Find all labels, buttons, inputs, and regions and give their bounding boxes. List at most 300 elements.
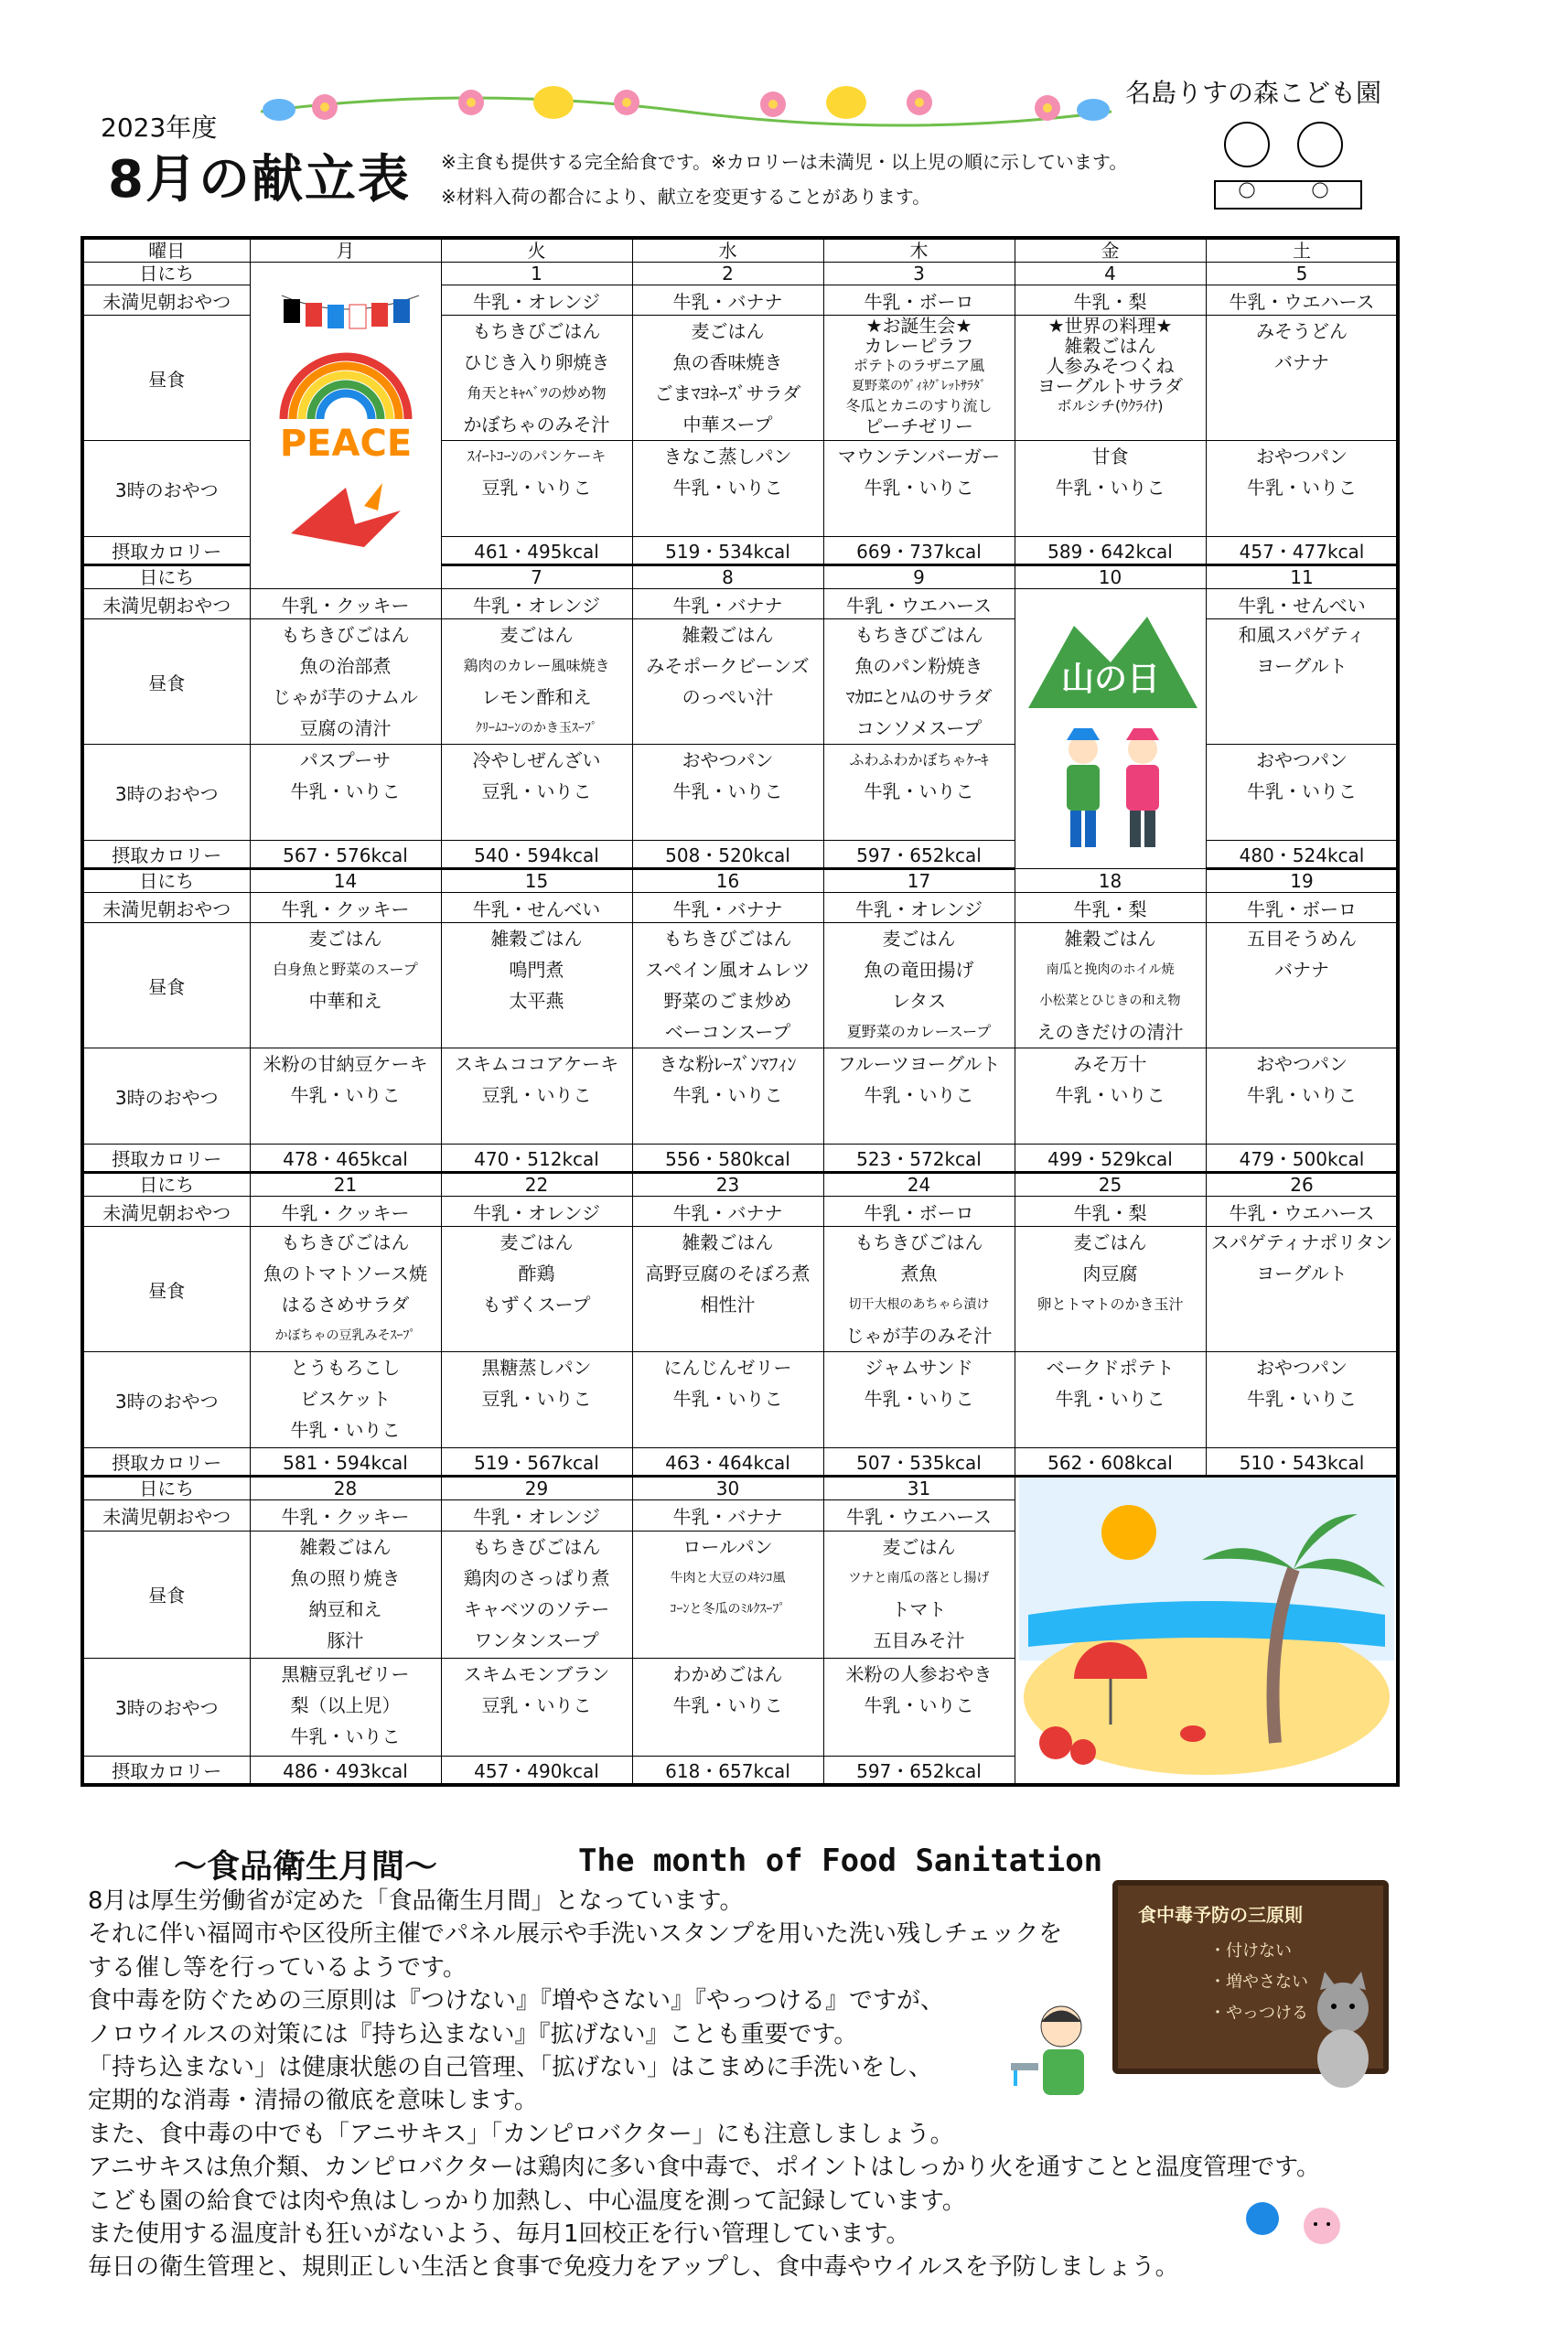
flower-garland-illustration — [261, 75, 1112, 139]
pm-snack-item: ビスケット — [300, 1388, 391, 1410]
pm-snack-item: 牛乳・いりこ — [1247, 477, 1357, 499]
lunch-cell — [250, 1531, 441, 1658]
date-label: 日にち — [82, 1477, 250, 1500]
lunch-item: 中華和え — [308, 990, 382, 1012]
lunch-item: 豚汁 — [327, 1628, 364, 1651]
lunch-item: キャベツのソテー — [463, 1597, 610, 1620]
lunch-cell — [823, 316, 1015, 441]
pm-snack-cell — [250, 1658, 441, 1756]
lunch-item: 南瓜と挽肉のホイル焼 — [1046, 962, 1175, 977]
snack-cell: 牛乳・オレンジ — [441, 285, 632, 316]
snack-cell: 牛乳・オレンジ — [441, 589, 632, 619]
lunch-item: 雑穀ごはん — [490, 928, 583, 950]
lunch-item: 卵とトマトのかき玉汁 — [1036, 1295, 1184, 1313]
lunch-cell — [250, 923, 441, 1048]
lunch-item: えのきだけの清汁 — [1036, 1021, 1184, 1043]
date-cell: 29 — [441, 1477, 632, 1500]
pm-snack-item: 豆乳・いりこ — [481, 780, 592, 802]
pm-snack-item: 牛乳・いりこ — [864, 477, 974, 499]
pm-snack-item: 黒糖豆乳ゼリー — [281, 1662, 410, 1685]
lunch-item: 五目そうめん — [1247, 928, 1357, 950]
lunch-cell — [441, 923, 632, 1048]
lunch-item: 鳴門煮 — [509, 959, 564, 981]
lunch-item: 牛肉と大豆のﾒｷｼｺ風 — [670, 1570, 786, 1585]
lunch-item: 魚の治部煮 — [299, 655, 392, 677]
lunch-cell — [441, 1531, 632, 1658]
lunch-item: 白身魚と野菜のスープ — [273, 961, 418, 978]
lunch-item: 相性汁 — [700, 1294, 756, 1316]
kcal-cell: 499・529kcal — [1015, 1145, 1206, 1173]
note-line-2: ※材料入荷の都合により、献立を変更することがあります。 — [441, 186, 931, 208]
lunch-cell — [632, 1227, 823, 1352]
snack-cell: 牛乳・クッキー — [250, 1197, 441, 1227]
pm-snack-cell — [823, 1048, 1015, 1145]
pm-snack-item: 牛乳・いりこ — [864, 780, 974, 802]
school-name: 名島りすの森こども園 — [1125, 78, 1382, 108]
date-cell: 22 — [441, 1173, 632, 1197]
date-cell: 17 — [823, 869, 1015, 893]
weekday-3: 木 — [823, 238, 1015, 263]
pm-snack-item: フルーツヨーグルト — [837, 1053, 1001, 1075]
lunch-item: レモン酢和え — [481, 686, 592, 708]
peace-text: PEACE — [279, 423, 412, 465]
snack-cell: 牛乳・オレンジ — [441, 1197, 632, 1227]
lunch-cell — [1206, 923, 1398, 1048]
kcal-cell: 562・608kcal — [1015, 1448, 1206, 1477]
date-cell: 31 — [823, 1477, 1015, 1500]
pm-snack-item: スキムモンブラン — [463, 1662, 610, 1685]
pm-snack-item: きな粉ﾚｰｽﾞﾝﾏﾌｨﾝ — [659, 1053, 797, 1075]
sanitation-line: また、食中毒の中でも「アニサキス」「カンピロバクター」にも注意しましょう。 — [88, 2120, 954, 2148]
snack-label: 未満児朝おやつ — [82, 285, 250, 316]
pm-snack-cell — [1015, 1048, 1206, 1145]
pm-snack-label: 3時のおやつ — [82, 1352, 250, 1448]
date-cell: 2 — [632, 263, 823, 285]
sanitation-title-en: The month of Food Sanitation — [578, 1843, 1103, 1879]
lunch-item: ﾏｶﾛﾆとﾊﾑのサラダ — [845, 686, 993, 708]
kcal-cell: 463・464kcal — [632, 1448, 823, 1477]
lunch-item: 雑穀ごはん — [1064, 335, 1156, 357]
pm-snack-cell — [632, 1658, 823, 1756]
pm-snack-item: 黒糖蒸しパン — [481, 1357, 592, 1379]
date-cell: 4 — [1015, 263, 1206, 285]
kcal-label: 摂取カロリー — [82, 537, 250, 565]
date-cell: 9 — [823, 565, 1015, 589]
pm-snack-item: 甘食 — [1091, 446, 1129, 468]
lunch-cell — [823, 1531, 1015, 1658]
kcal-cell: 486・493kcal — [250, 1756, 441, 1785]
lunch-item: レタス — [891, 990, 947, 1012]
lunch-item: コンソメスープ — [855, 717, 983, 739]
lunch-item: かぼちゃのみそ汁 — [463, 414, 610, 435]
pm-snack-item: わかめごはん — [672, 1662, 783, 1685]
lunch-item: 麦ごはん — [1073, 1231, 1147, 1253]
lunch-item: もちきびごはん — [854, 1231, 983, 1253]
lunch-item: もちきびごはん — [663, 928, 792, 950]
lunch-item: スパゲティナポリタン — [1210, 1231, 1393, 1253]
lunch-item: ｸﾘｰﾑｺｰﾝのかき玉ｽｰﾌﾟ — [476, 721, 597, 736]
lunch-item: 人参みそつくね — [1046, 355, 1175, 377]
lunch-item: じゃが芋のみそ汁 — [845, 1325, 993, 1347]
pm-snack-item: みそ万十 — [1073, 1053, 1147, 1075]
kcal-cell: 457・490kcal — [441, 1756, 632, 1785]
lunch-item: 夏野菜のカレースープ — [846, 1023, 992, 1040]
pm-snack-item: ベークドポテト — [1046, 1357, 1175, 1379]
kcal-cell: 519・534kcal — [632, 537, 823, 565]
kcal-cell: 523・572kcal — [823, 1145, 1015, 1173]
lunch-item: 切干大根のあちゃら漬け — [848, 1297, 990, 1312]
lunch-item: ベーコンスープ — [664, 1021, 791, 1043]
lunch-item: 中華スープ — [682, 414, 773, 435]
pm-snack-cell — [1206, 1048, 1398, 1145]
snack-cell: 牛乳・オレンジ — [441, 1500, 632, 1531]
mountain-day-illustration — [1019, 589, 1202, 864]
snack-label: 未満児朝おやつ — [82, 589, 250, 619]
pm-snack-item: 牛乳・いりこ — [1055, 477, 1165, 499]
snack-cell: 牛乳・梨 — [1015, 893, 1206, 923]
date-cell: 3 — [823, 263, 1015, 285]
sanitation-line: それに伴い福岡市や区役所主催でパネル展示や手洗いスタンプを用いた洗い残しチェックを — [88, 1920, 1063, 1949]
pm-snack-item: 牛乳・いりこ — [1247, 1084, 1357, 1106]
lunch-item: 雑穀ごはん — [682, 1231, 774, 1253]
date-cell: 30 — [632, 1477, 823, 1500]
kcal-cell: 510・543kcal — [1206, 1448, 1398, 1477]
pm-snack-item: 米粉の人参おやき — [845, 1662, 993, 1685]
pm-snack-item: 冷やしぜんざい — [472, 749, 601, 771]
sanitation-line: 毎日の衛生管理と、規則正しい生活と食事で免疫力をアップし、食中毒やウイルスを予防しましょう。 — [88, 2253, 1179, 2282]
pm-snack-cell — [441, 1048, 632, 1145]
date-cell: 19 — [1206, 869, 1398, 893]
board-item: ・増やさない — [1209, 1972, 1308, 1992]
lunch-item: 高野豆腐のそぼろ煮 — [645, 1263, 811, 1284]
lunch-item: 太平燕 — [509, 990, 564, 1012]
lunch-cell — [1015, 1227, 1206, 1352]
lunch-item: はるさめサラダ — [281, 1294, 410, 1316]
kcal-cell: 618・657kcal — [632, 1756, 823, 1785]
pm-snack-item: 牛乳・いりこ — [864, 1388, 974, 1410]
snack-cell: 牛乳・ウエハース — [823, 589, 1015, 619]
lunch-cell — [250, 1227, 441, 1352]
snack-cell: 牛乳・ボーロ — [823, 1197, 1015, 1227]
lunch-item: 麦ごはん — [308, 928, 382, 950]
beach-illustration-cell — [1015, 1477, 1398, 1786]
lunch-cell — [823, 923, 1015, 1048]
pm-snack-item: スキムココアケーキ — [454, 1053, 619, 1075]
board-item: ・付けない — [1209, 1941, 1292, 1961]
date-cell: 24 — [823, 1173, 1015, 1197]
pm-snack-cell — [1206, 745, 1398, 841]
pm-snack-item: 豆乳・いりこ — [481, 1388, 592, 1410]
date-cell: 25 — [1015, 1173, 1206, 1197]
lunch-item: ★お誕生会★ — [865, 315, 972, 337]
lunch-item: 酢鶏 — [518, 1263, 555, 1284]
sanitation-line: 8月は厚生労働省が定めた「食品衛生月間」となっています。 — [88, 1887, 744, 1915]
lunch-cell — [441, 316, 632, 441]
pm-snack-cell — [823, 441, 1015, 537]
lunch-item: 麦ごはん — [691, 320, 765, 342]
pm-snack-item: おやつパン — [1256, 749, 1348, 771]
lunch-cell — [1206, 1227, 1398, 1352]
peace-rainbow-illustration — [263, 286, 428, 561]
kcal-cell: 508・520kcal — [632, 841, 823, 869]
snack-cell: 牛乳・ウエハース — [823, 1500, 1015, 1531]
pm-snack-cell — [250, 745, 441, 841]
sanitation-line: する催し等を行っているようです。 — [88, 1953, 467, 1982]
lunch-item: 夏野菜のｳﾞｨﾈｸﾞﾚｯﾄｻﾗﾀﾞ — [852, 379, 986, 393]
lunch-item: 鶏肉のカレー風味焼き — [463, 657, 610, 674]
pm-snack-item: 豆乳・いりこ — [481, 477, 592, 499]
lunch-item: 麦ごはん — [882, 928, 956, 950]
lunch-cell — [632, 923, 823, 1048]
snack-cell: 牛乳・バナナ — [632, 1500, 823, 1531]
lunch-item: もちきびごはん — [854, 624, 983, 646]
pm-snack-item: 牛乳・いりこ — [672, 780, 783, 802]
lunch-cell — [823, 619, 1015, 745]
kcal-cell: 519・567kcal — [441, 1448, 632, 1477]
lunch-item: ひじき入り卵焼き — [463, 351, 610, 373]
lunch-cell — [1015, 316, 1206, 441]
lunch-item: 納豆和え — [308, 1597, 382, 1620]
lunch-cell — [1206, 316, 1398, 441]
lunch-item: ごまﾏﾖﾈｰｽﾞサラダ — [654, 382, 801, 404]
pm-snack-cell — [1206, 1352, 1398, 1448]
mountain-day-text: 山の日 — [1060, 661, 1160, 698]
snack-cell: 牛乳・クッキー — [250, 893, 441, 923]
pm-snack-cell — [632, 745, 823, 841]
kcal-cell: 540・594kcal — [441, 841, 632, 869]
lunch-item: 和風スパゲティ — [1238, 624, 1366, 646]
snack-cell: 牛乳・ボーロ — [823, 285, 1015, 316]
weekday-label: 曜日 — [82, 238, 250, 263]
lunch-item: 魚のパン粉焼き — [854, 655, 983, 677]
lunch-label: 昼食 — [82, 619, 250, 745]
snack-cell: 牛乳・梨 — [1015, 285, 1206, 316]
lunch-item: 魚のトマトソース焼 — [263, 1263, 427, 1284]
date-cell: 15 — [441, 869, 632, 893]
pm-snack-item: ふわふわかぼちゃｹｰｷ — [849, 751, 989, 768]
lunch-item: 魚の竜田揚げ — [864, 959, 974, 981]
board-item: ・やっつける — [1209, 2004, 1308, 2023]
pm-snack-item: 米粉の甘納豆ケーキ — [263, 1053, 428, 1075]
kcal-label: 摂取カロリー — [82, 1448, 250, 1477]
pm-snack-item: 梨（以上児） — [290, 1693, 401, 1716]
page-title: 8月の献立表 — [108, 150, 411, 210]
pm-snack-label: 3時のおやつ — [82, 1658, 250, 1756]
lunch-item: ポテトのラザニア風 — [853, 357, 985, 374]
snack-cell: 牛乳・クッキー — [250, 1500, 441, 1531]
lunch-cell — [632, 1531, 823, 1658]
monthly-menu-table — [81, 236, 1400, 1787]
pm-snack-cell — [441, 1352, 632, 1448]
cat-teacher-illustration — [1297, 1972, 1389, 2090]
sanitation-line: 定期的な消毒・清掃の徹底を意味します。 — [88, 2087, 538, 2115]
pm-snack-cell — [250, 1352, 441, 1448]
summer-beach-illustration — [1019, 1478, 1394, 1779]
lunch-item: 豆腐の清汁 — [299, 717, 392, 739]
kcal-cell: 669・737kcal — [823, 537, 1015, 565]
lunch-cell — [441, 1227, 632, 1352]
kcal-label: 摂取カロリー — [82, 1145, 250, 1173]
lunch-item: バナナ — [1274, 351, 1329, 373]
pm-snack-item: 牛乳・いりこ — [290, 1725, 401, 1747]
lunch-item: もちきびごはん — [472, 1535, 601, 1558]
pm-snack-label: 3時のおやつ — [82, 745, 250, 841]
lunch-item: ヨーグルト — [1256, 655, 1348, 677]
snack-cell: 牛乳・ウエハース — [1206, 285, 1398, 316]
pm-snack-item: 牛乳・いりこ — [672, 1693, 783, 1716]
pm-snack-cell — [441, 441, 632, 537]
mountain-day-cell — [1015, 589, 1206, 869]
pm-snack-item: おやつパン — [1256, 1357, 1348, 1379]
lunch-cell — [441, 619, 632, 745]
board-title: 食中毒予防の三原則 — [1138, 1904, 1303, 1926]
pm-snack-item: パスプーサ — [299, 749, 392, 771]
snack-cell: 牛乳・ボーロ — [1206, 893, 1398, 923]
pm-snack-cell — [823, 1658, 1015, 1756]
kcal-cell: 478・465kcal — [250, 1145, 441, 1173]
kcal-cell: 461・495kcal — [441, 537, 632, 565]
lunch-item: 麦ごはん — [499, 624, 574, 646]
date-cell: 26 — [1206, 1173, 1398, 1197]
pm-snack-cell — [441, 1658, 632, 1756]
date-cell: 5 — [1206, 263, 1398, 285]
lunch-item: のっぺい汁 — [682, 686, 774, 708]
lunch-item: もずくスープ — [482, 1294, 591, 1316]
snack-cell: 牛乳・バナナ — [632, 1197, 823, 1227]
pm-snack-item: ジャムサンド — [865, 1357, 973, 1379]
lunch-item: ピーチゼリー — [865, 415, 973, 437]
sanitation-title: ～食品衛生月間～ — [174, 1848, 438, 1886]
pm-snack-item: 牛乳・いりこ — [864, 1693, 974, 1716]
lunch-item: カレーピラフ — [864, 335, 974, 357]
snack-cell: 牛乳・バナナ — [632, 893, 823, 923]
date-cell: 23 — [632, 1173, 823, 1197]
lunch-item: ボルシチ(ｳｸﾗｲﾅ) — [1057, 397, 1164, 414]
pm-snack-item: 牛乳・いりこ — [672, 1084, 783, 1106]
lunch-item: 肉豆腐 — [1082, 1263, 1138, 1284]
date-label: 日にち — [82, 565, 250, 589]
pm-snack-cell — [1206, 441, 1398, 537]
lunch-cell — [632, 619, 823, 745]
pm-snack-item: 豆乳・いりこ — [481, 1084, 592, 1106]
pm-snack-cell — [441, 745, 632, 841]
kcal-cell: 589・642kcal — [1015, 537, 1206, 565]
sanitation-line: こども園の給食では肉や魚はしっかり加熱し、中心温度を測って記録しています。 — [88, 2187, 966, 2215]
lunch-cell — [632, 316, 823, 441]
lunch-item: 雑穀ごはん — [682, 624, 774, 646]
weekday-2: 水 — [632, 238, 823, 263]
kcal-cell: 567・576kcal — [250, 841, 441, 869]
lunch-item: ヨーグルト — [1256, 1263, 1348, 1284]
lunch-item: スペイン風オムレツ — [645, 959, 811, 981]
pm-snack-cell — [250, 1048, 441, 1145]
lunch-item: ｺｰﾝと冬瓜のﾐﾙｸｽｰﾌﾟ — [670, 1601, 786, 1617]
lunch-item: 雑穀ごはん — [299, 1535, 392, 1558]
pm-snack-cell — [823, 1352, 1015, 1448]
date-label: 日にち — [82, 263, 250, 285]
date-cell: 18 — [1015, 869, 1206, 893]
pm-snack-item: 牛乳・いりこ — [1055, 1084, 1165, 1106]
date-cell: 28 — [250, 1477, 441, 1500]
date-label: 日にち — [82, 869, 250, 893]
weekday-0: 月 — [250, 238, 441, 263]
sanitation-line: 食中毒を防ぐための三原則は『つけない』『増やさない』『やっつける』ですが、 — [88, 1987, 945, 2015]
weekday-4: 金 — [1015, 238, 1206, 263]
pm-snack-item: とうもろこし — [290, 1357, 401, 1379]
date-cell: 16 — [632, 869, 823, 893]
kcal-cell: 507・535kcal — [823, 1448, 1015, 1477]
lunch-item: 角天とｷｬﾍﾞﾂの炒め物 — [467, 384, 607, 402]
pm-snack-item: おやつパン — [682, 749, 774, 771]
sanitation-line: また使用する温度計も狂いがないよう、毎月1回校正を行い管理しています。 — [88, 2220, 910, 2249]
pm-snack-item: 牛乳・いりこ — [672, 477, 783, 499]
lunch-item: ロールパン — [682, 1535, 773, 1558]
snack-cell: 牛乳・バナナ — [632, 589, 823, 619]
pm-snack-item: マウンテンバーガー — [837, 446, 1001, 468]
lunch-cell — [250, 619, 441, 745]
pm-snack-cell — [823, 745, 1015, 841]
kcal-cell: 480・524kcal — [1206, 841, 1398, 869]
pm-snack-item: 牛乳・いりこ — [1247, 1388, 1357, 1410]
pm-snack-item: 牛乳・いりこ — [290, 1419, 401, 1441]
lunch-item: 麦ごはん — [499, 1231, 574, 1253]
date-cell: 10 — [1015, 565, 1206, 589]
date-label: 日にち — [82, 1173, 250, 1197]
lunch-item: ★世界の料理★ — [1047, 315, 1173, 337]
pm-snack-cell — [632, 1352, 823, 1448]
kcal-label: 摂取カロリー — [82, 841, 250, 869]
handwashing-boy-illustration — [1006, 1999, 1107, 2109]
children-eating-illustration — [1206, 117, 1370, 218]
pm-snack-item: 牛乳・いりこ — [1247, 780, 1357, 802]
pm-snack-item: きなこ蒸しパン — [663, 446, 792, 468]
lunch-item: 煮魚 — [900, 1263, 938, 1284]
pm-snack-label: 3時のおやつ — [82, 1048, 250, 1145]
snack-cell: 牛乳・せんべい — [441, 893, 632, 923]
lunch-cell — [1015, 923, 1206, 1048]
pm-snack-cell — [632, 1048, 823, 1145]
pm-snack-cell — [1015, 1352, 1206, 1448]
lunch-item: みそポークビーンズ — [646, 655, 810, 677]
date-cell: 14 — [250, 869, 441, 893]
pm-snack-item: にんじんゼリー — [663, 1357, 792, 1379]
lunch-item: 野菜のごま炒め — [663, 990, 792, 1012]
sanitation-line: ノロウイルスの対策には『持ち込まない』『拡げない』ことも重要です。 — [88, 2020, 858, 2048]
lunch-label: 昼食 — [82, 316, 250, 441]
pm-snack-item: ｽｲｰﾄｺｰﾝのパンケーキ — [467, 447, 607, 465]
lunch-item: トマト — [891, 1597, 947, 1620]
kcal-cell: 479・500kcal — [1206, 1145, 1398, 1173]
lunch-item: 魚の香味焼き — [672, 351, 783, 373]
lunch-item: 五目みそ汁 — [873, 1628, 965, 1651]
date-cell: 7 — [441, 565, 632, 589]
lunch-item: ツナと南瓜の落とし揚げ — [848, 1570, 990, 1585]
fiscal-year: 2023年度 — [101, 113, 218, 143]
kcal-cell: 470・512kcal — [441, 1145, 632, 1173]
lunch-item: もちきびごはん — [281, 1231, 410, 1253]
snack-cell: 牛乳・オレンジ — [823, 893, 1015, 923]
weekday-1: 火 — [441, 238, 632, 263]
header-notes — [441, 145, 1127, 214]
snack-cell: 牛乳・バナナ — [632, 285, 823, 316]
lunch-item: みそうどん — [1256, 320, 1348, 342]
pm-snack-item: 豆乳・いりこ — [481, 1693, 592, 1716]
lunch-label: 昼食 — [82, 1227, 250, 1352]
pm-snack-item: おやつパン — [1256, 446, 1348, 468]
lunch-label: 昼食 — [82, 1531, 250, 1658]
lunch-item: かぼちゃの豆乳みそｽｰﾌﾟ — [274, 1328, 416, 1343]
germs-illustration — [1235, 2191, 1363, 2255]
